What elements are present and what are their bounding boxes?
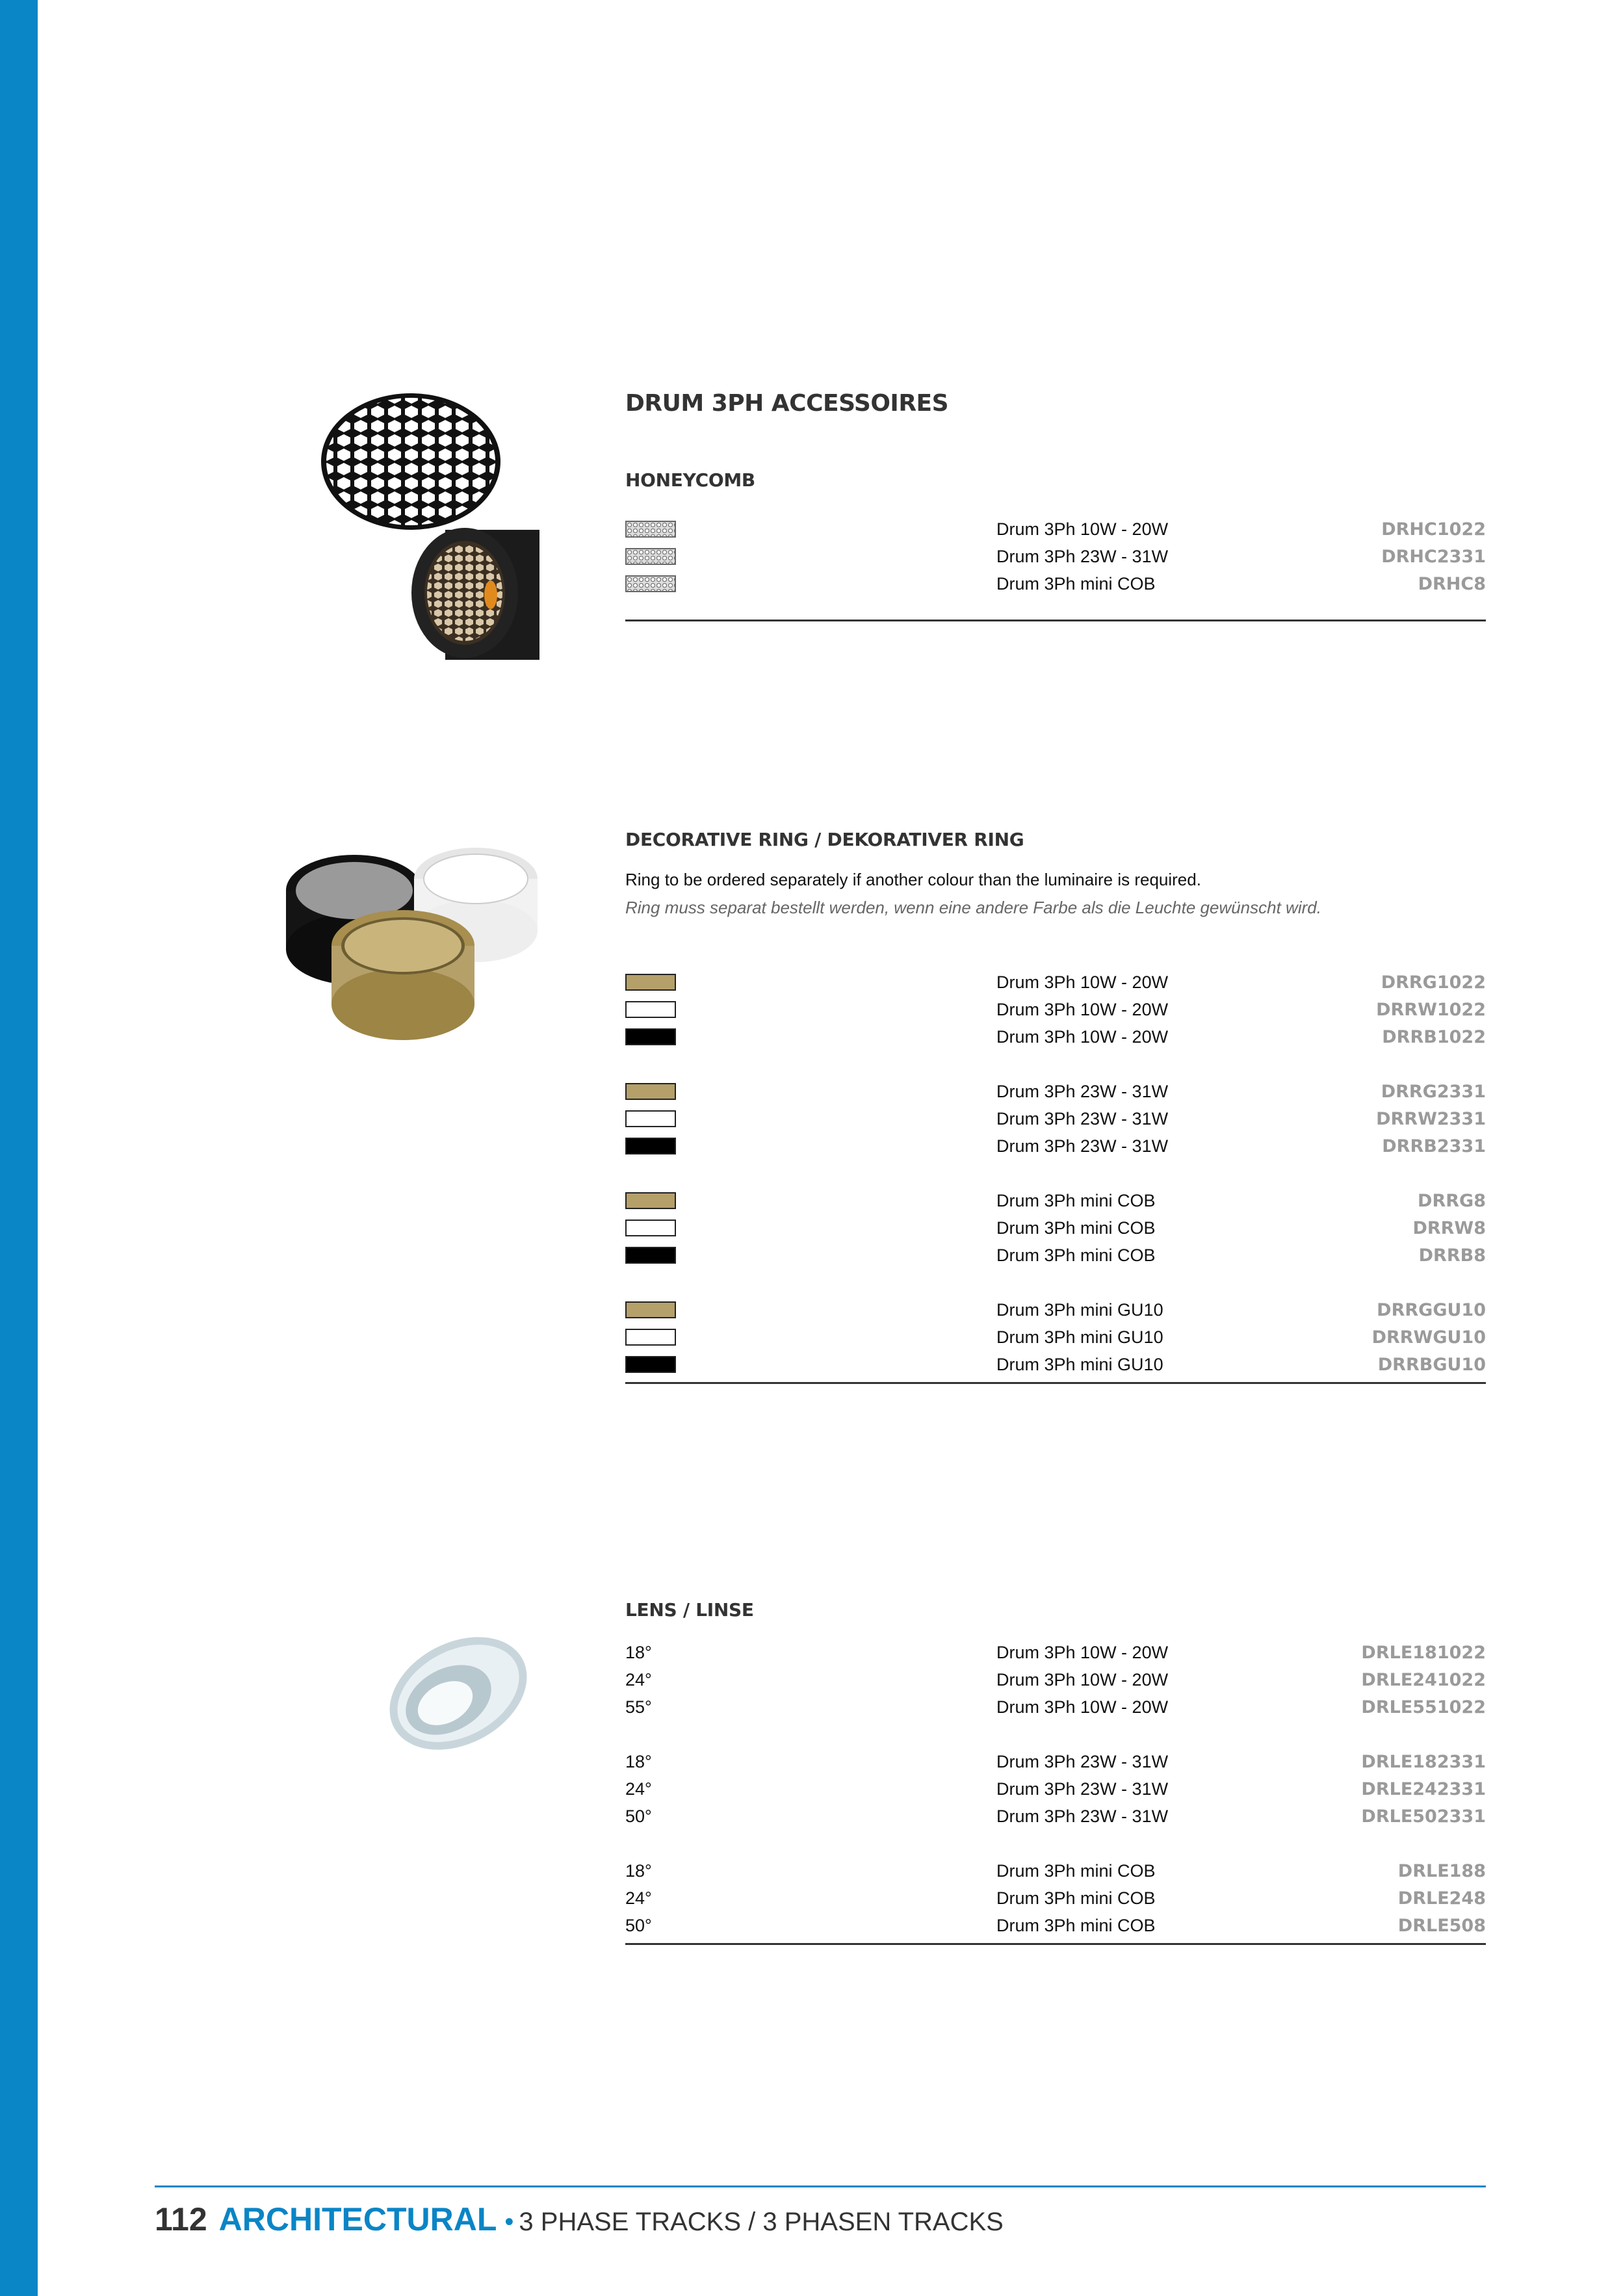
product-row [625,970,1486,997]
page-title: DRUM 3PH ACCESSOIRES [625,390,949,417]
product-code: DRRB2331 [1382,1136,1486,1156]
product-code: DRRGGU10 [1377,1300,1486,1320]
product-description: Drum 3Ph 10W - 20W [996,1000,1169,1019]
product-row [625,1106,1486,1134]
product-description: Drum 3Ph mini GU10 [996,1355,1163,1374]
section-divider [625,1943,1486,1945]
page-footer [155,2200,1004,2238]
lens-product-image [383,1632,533,1762]
honeycomb-product-image [318,390,546,663]
gold-swatch [625,1301,676,1318]
product-description: Drum 3Ph 10W - 20W [996,1643,1169,1662]
side-color-band [0,0,38,2296]
product-code: DRRW2331 [1376,1109,1486,1129]
honeycomb-swatch [625,575,676,592]
product-code: DRRG1022 [1381,972,1486,993]
product-row [625,1804,1486,1831]
ring-note-en: Ring to be ordered separately if another colour than the luminaire is required. [625,870,1201,889]
product-row [625,517,1486,544]
honeycomb-section [625,469,1486,621]
product-code: DRLE248 [1397,1888,1486,1909]
honeycomb-swatch [625,548,676,565]
product-code: DRRB8 [1418,1246,1486,1266]
beam-angle: 50° [625,1916,652,1935]
lens-section [625,1599,1486,1945]
product-description: Drum 3Ph 10W - 20W [996,972,1169,992]
white-swatch [625,1329,676,1346]
white-swatch [625,1110,676,1127]
product-description: Drum 3Ph 23W - 31W [996,1082,1169,1101]
product-row [625,1325,1486,1352]
product-description: Drum 3Ph 23W - 31W [996,547,1169,566]
black-swatch [625,1028,676,1045]
product-row [625,1749,1486,1777]
product-code: DRRW8 [1412,1218,1486,1238]
product-code: DRHC2331 [1381,547,1486,567]
product-row [625,1243,1486,1270]
product-description: Drum 3Ph 23W - 31W [996,1136,1169,1156]
product-description: Drum 3Ph mini COB [996,1916,1156,1935]
product-code: DRRWGU10 [1371,1327,1486,1348]
product-row [625,1640,1486,1667]
product-description: Drum 3Ph 10W - 20W [996,519,1169,539]
section-divider [625,1382,1486,1384]
beam-angle: 24° [625,1779,652,1799]
black-swatch [625,1247,676,1264]
decorative-ring-heading: DECORATIVE RING / DEKORATIVER RING [625,829,1024,850]
product-code: DRRW1022 [1376,1000,1486,1020]
product-description: Drum 3Ph 23W - 31W [996,1807,1169,1826]
decorative-ring-product-image [273,839,546,1040]
product-row [625,1913,1486,1940]
beam-angle: 50° [625,1807,652,1826]
product-code: DRLE188 [1397,1861,1486,1881]
beam-angle: 24° [625,1670,652,1689]
product-code: DRLE551022 [1361,1697,1486,1717]
beam-angle: 18° [625,1643,652,1662]
product-code: DRHC8 [1418,574,1486,594]
product-description: Drum 3Ph mini COB [996,1246,1156,1265]
product-row [625,1298,1486,1325]
product-row [625,1216,1486,1243]
product-code: DRLE242331 [1361,1779,1486,1799]
footer-divider [155,2185,1486,2187]
product-row [625,1079,1486,1106]
product-code: DRRG8 [1418,1191,1486,1211]
product-row [625,544,1486,571]
product-code: DRLE182331 [1361,1752,1486,1772]
product-description: Drum 3Ph 23W - 31W [996,1752,1169,1771]
black-swatch [625,1138,676,1155]
footer-category: ARCHITECTURAL [218,2201,497,2237]
product-description: Drum 3Ph mini GU10 [996,1300,1163,1320]
gold-swatch [625,1192,676,1209]
decorative-ring-section [625,829,1486,1384]
product-code: DRRB1022 [1382,1027,1486,1047]
product-row [625,1188,1486,1216]
black-swatch [625,1356,676,1373]
product-row [625,1024,1486,1052]
product-description: Drum 3Ph mini GU10 [996,1327,1163,1347]
product-description: Drum 3Ph mini COB [996,1191,1156,1210]
gold-swatch [625,1083,676,1100]
ring-note-de: Ring muss separat bestellt werden, wenn eine andere Farbe als die Leuchte gewünscht wird. [625,898,1321,917]
product-description: Drum 3Ph mini COB [996,574,1156,594]
product-description: Drum 3Ph mini COB [996,1888,1156,1908]
accessories-section [625,390,1486,417]
product-description: Drum 3Ph 10W - 20W [996,1670,1169,1689]
product-row [625,1859,1486,1886]
product-row [625,997,1486,1024]
footer-subtitle: 3 PHASE TRACKS / 3 PHASEN TRACKS [519,2208,1004,2236]
product-row [625,1886,1486,1913]
product-row [625,1667,1486,1695]
gold-swatch [625,974,676,991]
beam-angle: 24° [625,1888,652,1908]
product-description: Drum 3Ph mini COB [996,1861,1156,1881]
product-row [625,1777,1486,1804]
beam-angle: 18° [625,1752,652,1771]
product-code: DRLE508 [1397,1916,1486,1936]
lens-heading: LENS / LINSE [625,1599,754,1621]
product-code: DRLE181022 [1361,1643,1486,1663]
product-code: DRRG2331 [1381,1082,1486,1102]
beam-angle: 55° [625,1697,652,1717]
product-code: DRRBGU10 [1377,1355,1486,1375]
product-description: Drum 3Ph mini COB [996,1218,1156,1238]
beam-angle: 18° [625,1861,652,1881]
product-description: Drum 3Ph 23W - 31W [996,1109,1169,1128]
product-row [625,1134,1486,1161]
product-code: DRLE241022 [1361,1670,1486,1690]
product-code: DRLE502331 [1361,1807,1486,1827]
product-row [625,571,1486,599]
honeycomb-swatch [625,521,676,538]
product-code: DRHC1022 [1381,519,1486,540]
product-description: Drum 3Ph 23W - 31W [996,1779,1169,1799]
page-number: 112 [155,2201,207,2237]
footer-bullet: • [504,2208,514,2236]
product-description: Drum 3Ph 10W - 20W [996,1027,1169,1047]
white-swatch [625,1220,676,1236]
section-divider [625,620,1486,621]
white-swatch [625,1001,676,1018]
product-description: Drum 3Ph 10W - 20W [996,1697,1169,1717]
product-row [625,1352,1486,1379]
honeycomb-heading: HONEYCOMB [625,469,755,491]
product-row [625,1695,1486,1722]
